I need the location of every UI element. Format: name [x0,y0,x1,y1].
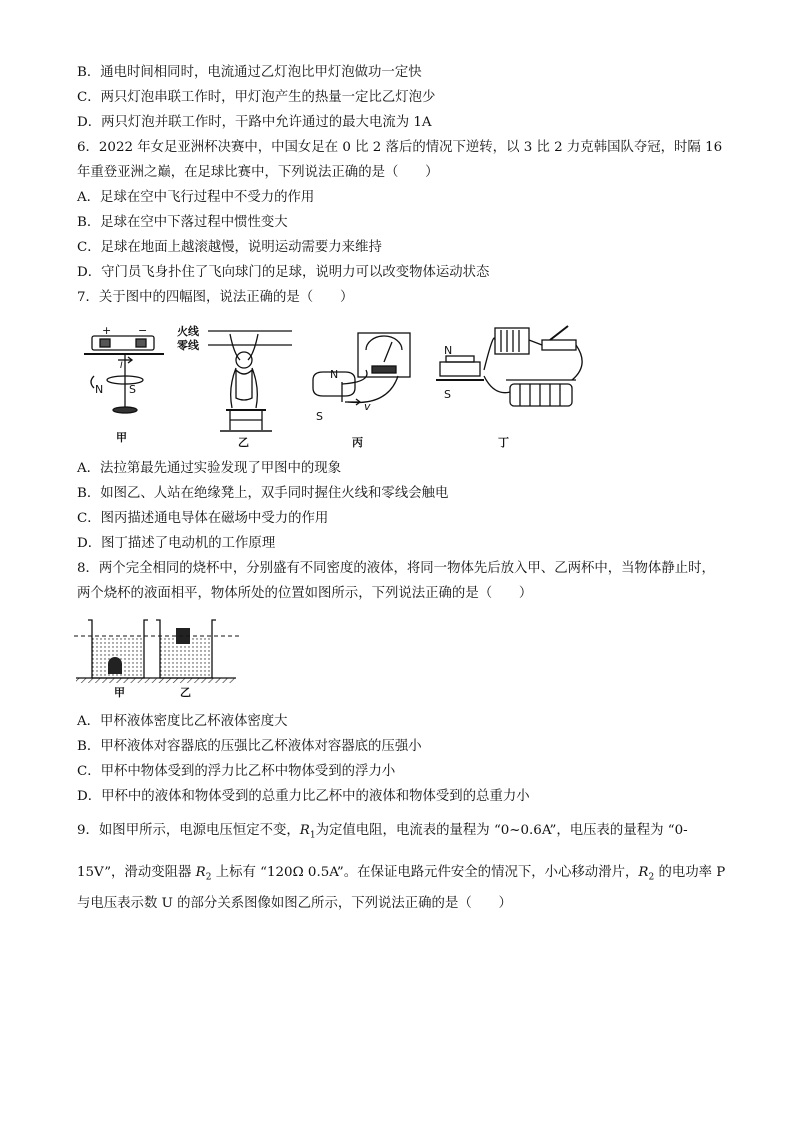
q8-option-d: D．甲杯中的液体和物体受到的总重力比乙杯中的液体和物体受到的总重力小 [77,789,530,804]
beaker-yi [156,620,216,678]
q7-option-a: A．法拉第最先通过实验发现了甲图中的现象 [77,461,342,476]
q9-r2b-subscript: 2 [648,872,655,883]
fig-label-ding: 丁 [498,436,509,449]
q9-line1-a: 9．如图甲所示，电源电压恒定不变， [77,823,300,838]
q8-option-b: B．甲杯液体对容器底的压强比乙杯液体对容器底的压强小 [77,739,422,754]
fig-jia-minus: − [138,324,148,337]
q6-option-d: D．守门员飞身扑住了飞向球门的足球，说明力可以改变物体运动状态 [77,265,490,280]
q9-line3: 与电压表示数 U 的部分关系图像如图乙所示，下列说法正确的是（ ） [77,896,512,911]
q9-r2-symbol: R [195,865,206,880]
q6-stem-line2: 年重登亚洲之巅，在足球比赛中，下列说法正确的是（ ） [77,165,439,180]
q6-stem-line1: 6．2022 年女足亚洲杯决赛中，中国女足在 0 比 2 落后的情况下逆转，以 3 比 2 力克韩国队夺冠，时隔 16 [77,140,723,155]
fig-jia-n: N [95,383,104,396]
q8-option-a: A．甲杯液体密度比乙杯液体密度大 [77,714,288,729]
q5-option-d: D．两只灯泡并联工作时，干路中允许通过的最大电流为 1A [77,115,432,130]
q8-beaker-figure [72,614,247,704]
q9-line2-c: 的电功率 P [654,865,726,880]
beaker-jia [88,620,148,678]
q9-line2 [77,863,725,888]
fig-label-jia: 甲 [116,431,127,444]
fig-yi-huoxian: 火线 [177,325,199,338]
fig-ding-circuit [436,326,582,406]
q9-r1-symbol: R [299,823,310,838]
q9-line2-b: 上标有 “120Ω 0.5A”。在保证电路元件安全的情况下，小心移动滑片， [211,865,639,880]
q8-option-c: C．甲杯中物体受到的浮力比乙杯中物体受到的浮力小 [77,764,396,779]
beaker-label-jia: 甲 [114,686,125,699]
q8-stem-line2: 两个烧杯的液面相平，物体所处的位置如图所示，下列说法正确的是（ ） [77,586,533,601]
fig-yi-person-on-stool [208,331,292,431]
q9-r2b-symbol: R [638,865,649,880]
q6-option-b: B．足球在空中下落过程中惯性变大 [77,215,288,230]
q5-option-b: B．通电时间相同时，电流通过乙灯泡比甲灯泡做功一定快 [77,65,422,80]
fig-jia-s: S [129,383,136,396]
q6-option-c: C．足球在地面上越滚越慢，说明运动需要力来维持 [77,240,382,255]
fig-bing-velocity: v [364,400,371,413]
q7-option-b: B．如图乙、人站在绝缘凳上，双手同时握住火线和零线会触电 [77,486,449,501]
q9-r2-subscript: 2 [205,872,212,883]
fig-bing-s: S [316,410,323,423]
fig-bing-n: N [330,368,339,381]
fig-label-yi: 乙 [238,436,249,449]
q9-line2-a: 15V”，滑动变阻器 [77,865,196,880]
q8-stem-line1: 8．两个完全相同的烧杯中，分别盛有不同密度的液体，将同一物体先后放入甲、乙两杯中，当物体静止时， [77,561,715,576]
q5-option-c: C．两只灯泡串联工作时，甲灯泡产生的热量一定比乙灯泡少 [77,90,436,105]
q7-option-c: C．图丙描述通电导体在磁场中受力的作用 [77,511,329,526]
fig-yi-lingxian: 零线 [177,339,199,352]
beaker-label-yi: 乙 [180,686,191,699]
fig-jia-oersted-apparatus [84,336,164,413]
fig-label-bing: 丙 [352,436,363,449]
fig-jia-current: I [120,361,123,371]
q6-option-a: A．足球在空中飞行过程中不受力的作用 [77,190,315,205]
q7-stem: 7．关于图中的四幅图，说法正确的是（ ） [77,290,354,305]
q7-option-d: D．图丁描述了电动机的工作原理 [77,536,276,551]
fig-jia-plus: + [102,324,112,337]
q9-line1 [77,821,688,846]
fig-ding-n: N [444,344,453,357]
fig-ding-s: S [444,388,451,401]
q9-r1-subscript: 1 [309,830,316,841]
fig-bing-galvanometer-magnet [313,333,410,405]
q9-line1-b: 为定值电阻，电流表的量程为 “0~0.6A”，电压表的量程为 “0- [315,823,688,838]
q7-figure [80,318,590,453]
